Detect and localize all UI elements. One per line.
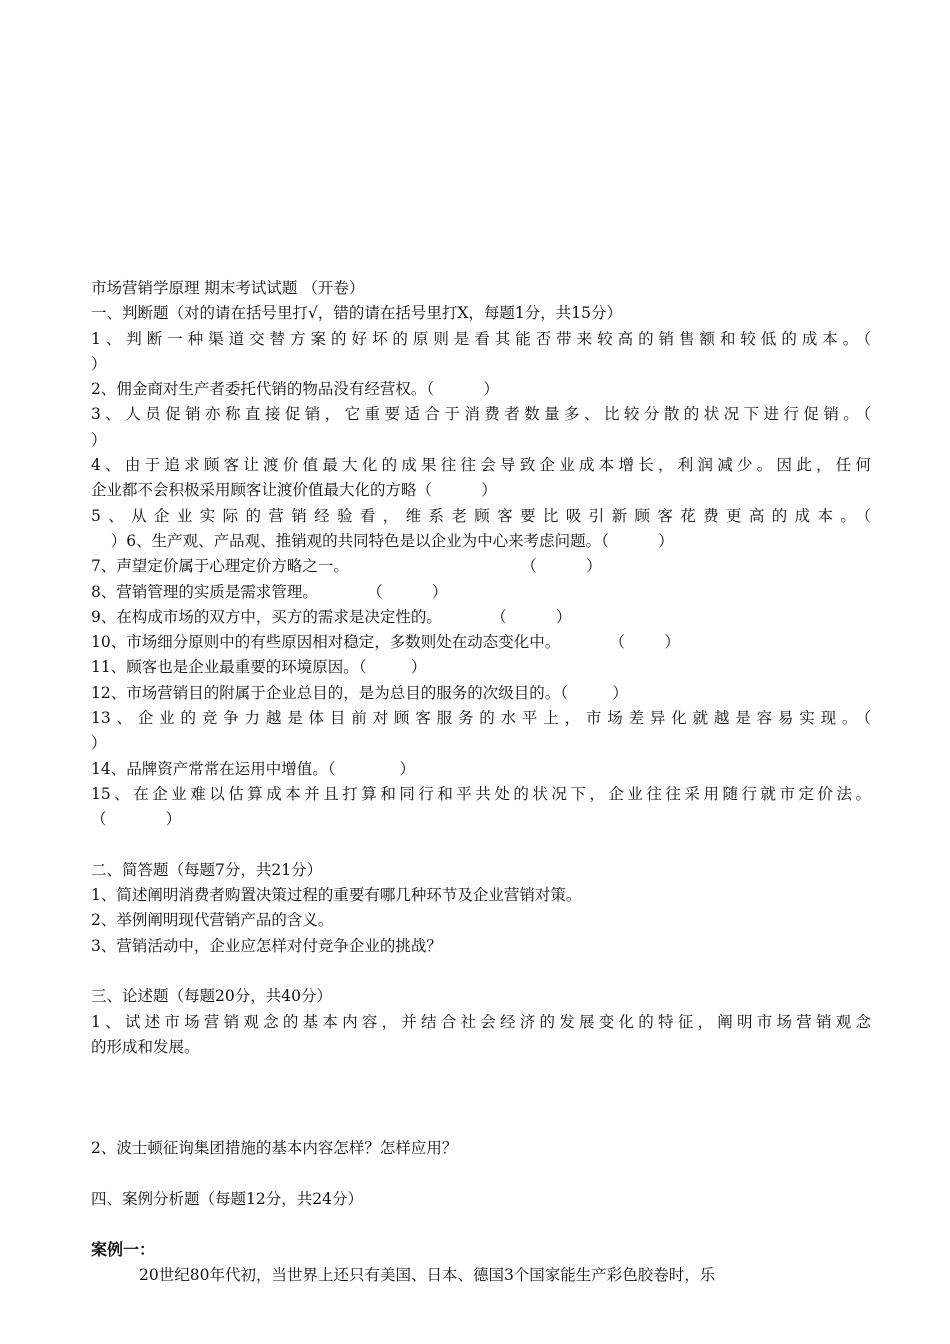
question-line: 5、从企业实际的营销经验看，维系老顾客要比吸引新顾客花费更高的成本。（ bbox=[91, 506, 871, 525]
question-line: 企业都不会积极采用顾客让渡价值最大化的方略（ ） bbox=[91, 481, 497, 500]
question-line: 9、在构成市场的双方中，买方的需求是决定性的。 （ ） bbox=[91, 607, 572, 626]
section-1-heading: 一、判断题（对的请在括号里打√，错的请在括号里打X，每题1分，共15分） bbox=[91, 304, 622, 323]
question-line: 2、波士顿征询集团措施的基本内容怎样？怎样应用？ bbox=[91, 1139, 458, 1158]
question-line: （ ） bbox=[91, 810, 182, 829]
question-line: ） bbox=[91, 430, 107, 449]
question-line: 2、举例阐明现代营销产品的含义。 bbox=[91, 911, 334, 930]
question-line: 10、市场细分原则中的有些原因相对稳定，多数则处在动态变化中。 （ ） bbox=[91, 633, 680, 652]
section-3-heading: 三、论述题（每题20分，共40分） bbox=[91, 987, 332, 1006]
question-line: ） bbox=[91, 354, 107, 373]
question-line: 7、声望定价属于心理定价方略之一。 （ ） bbox=[91, 557, 602, 576]
question-line: 12、市场营销目的附属于企业总目的，是为总目的服务的次级目的。（ ） bbox=[91, 683, 628, 702]
spacer bbox=[91, 1060, 871, 1111]
exam-title: 市场营销学原理 期末考试试题 （开卷） bbox=[91, 279, 365, 297]
spacer bbox=[91, 1111, 871, 1136]
question-line: 14、品牌资产常常在运用中增值。（ ） bbox=[91, 759, 416, 778]
question-line: 的形成和发展。 bbox=[91, 1037, 200, 1056]
spacer bbox=[91, 1212, 871, 1237]
spacer bbox=[91, 833, 871, 858]
question-line: 1、简述阐明消费者购置决策过程的重要有哪几种环节及企业营销对策。 bbox=[91, 886, 582, 905]
question-line: 2、佣金商对生产者委托代销的物品没有经营权。（ ） bbox=[91, 380, 499, 399]
question-line: 13、企业的竞争力越是体目前对顾客服务的水平上，市场差异化就越是容易实现。（ bbox=[91, 709, 871, 728]
spacer bbox=[91, 959, 871, 984]
spacer bbox=[91, 1161, 871, 1186]
exam-content bbox=[91, 276, 871, 1288]
case-title: 案例一： bbox=[91, 1240, 156, 1260]
question-line: 15、在企业难以估算成本并且打算和同行和平共处的状况下，企业往往采用随行就市定价法。 bbox=[91, 784, 871, 803]
section-4-heading: 四、案例分析题（每题12分，共24分） bbox=[91, 1189, 363, 1208]
question-line: 3、营销活动中，企业应怎样对付竞争企业的挑战？ bbox=[91, 936, 442, 955]
case-paragraph: 20世纪80年代初，当世界上还只有美国、日本、德国3个国家能生产彩色胶卷时，乐 bbox=[139, 1265, 716, 1284]
question-line: ）6、生产观、产品观、推销观的共同特色是以企业为中心来考虑问题。（ ） bbox=[91, 531, 674, 550]
question-line: 4、由于追求顾客让渡价值最大化的成果往往会导致企业成本增长，利润减少。因此，任何 bbox=[91, 456, 871, 475]
question-line: 1、判断一种渠道交替方案的好坏的原则是看其能否带来较高的销售额和较低的成本。（ bbox=[91, 329, 871, 348]
question-line: 3、人员促销亦称直接促销，它重要适合于消费者数量多、比较分散的状况下进行促销。（ bbox=[91, 405, 871, 424]
question-line: 11、顾客也是企业最重要的环境原因。（ ） bbox=[91, 658, 427, 677]
question-line: 8、营销管理的实质是需求管理。 （ ） bbox=[91, 582, 448, 601]
question-line: 1、试述市场营销观念的基本内容，并结合社会经济的发展变化的特征，阐明市场营销观念 bbox=[91, 1012, 871, 1031]
question-line: ） bbox=[91, 734, 107, 753]
section-2-heading: 二、简答题（每题7分，共21分） bbox=[91, 860, 323, 879]
